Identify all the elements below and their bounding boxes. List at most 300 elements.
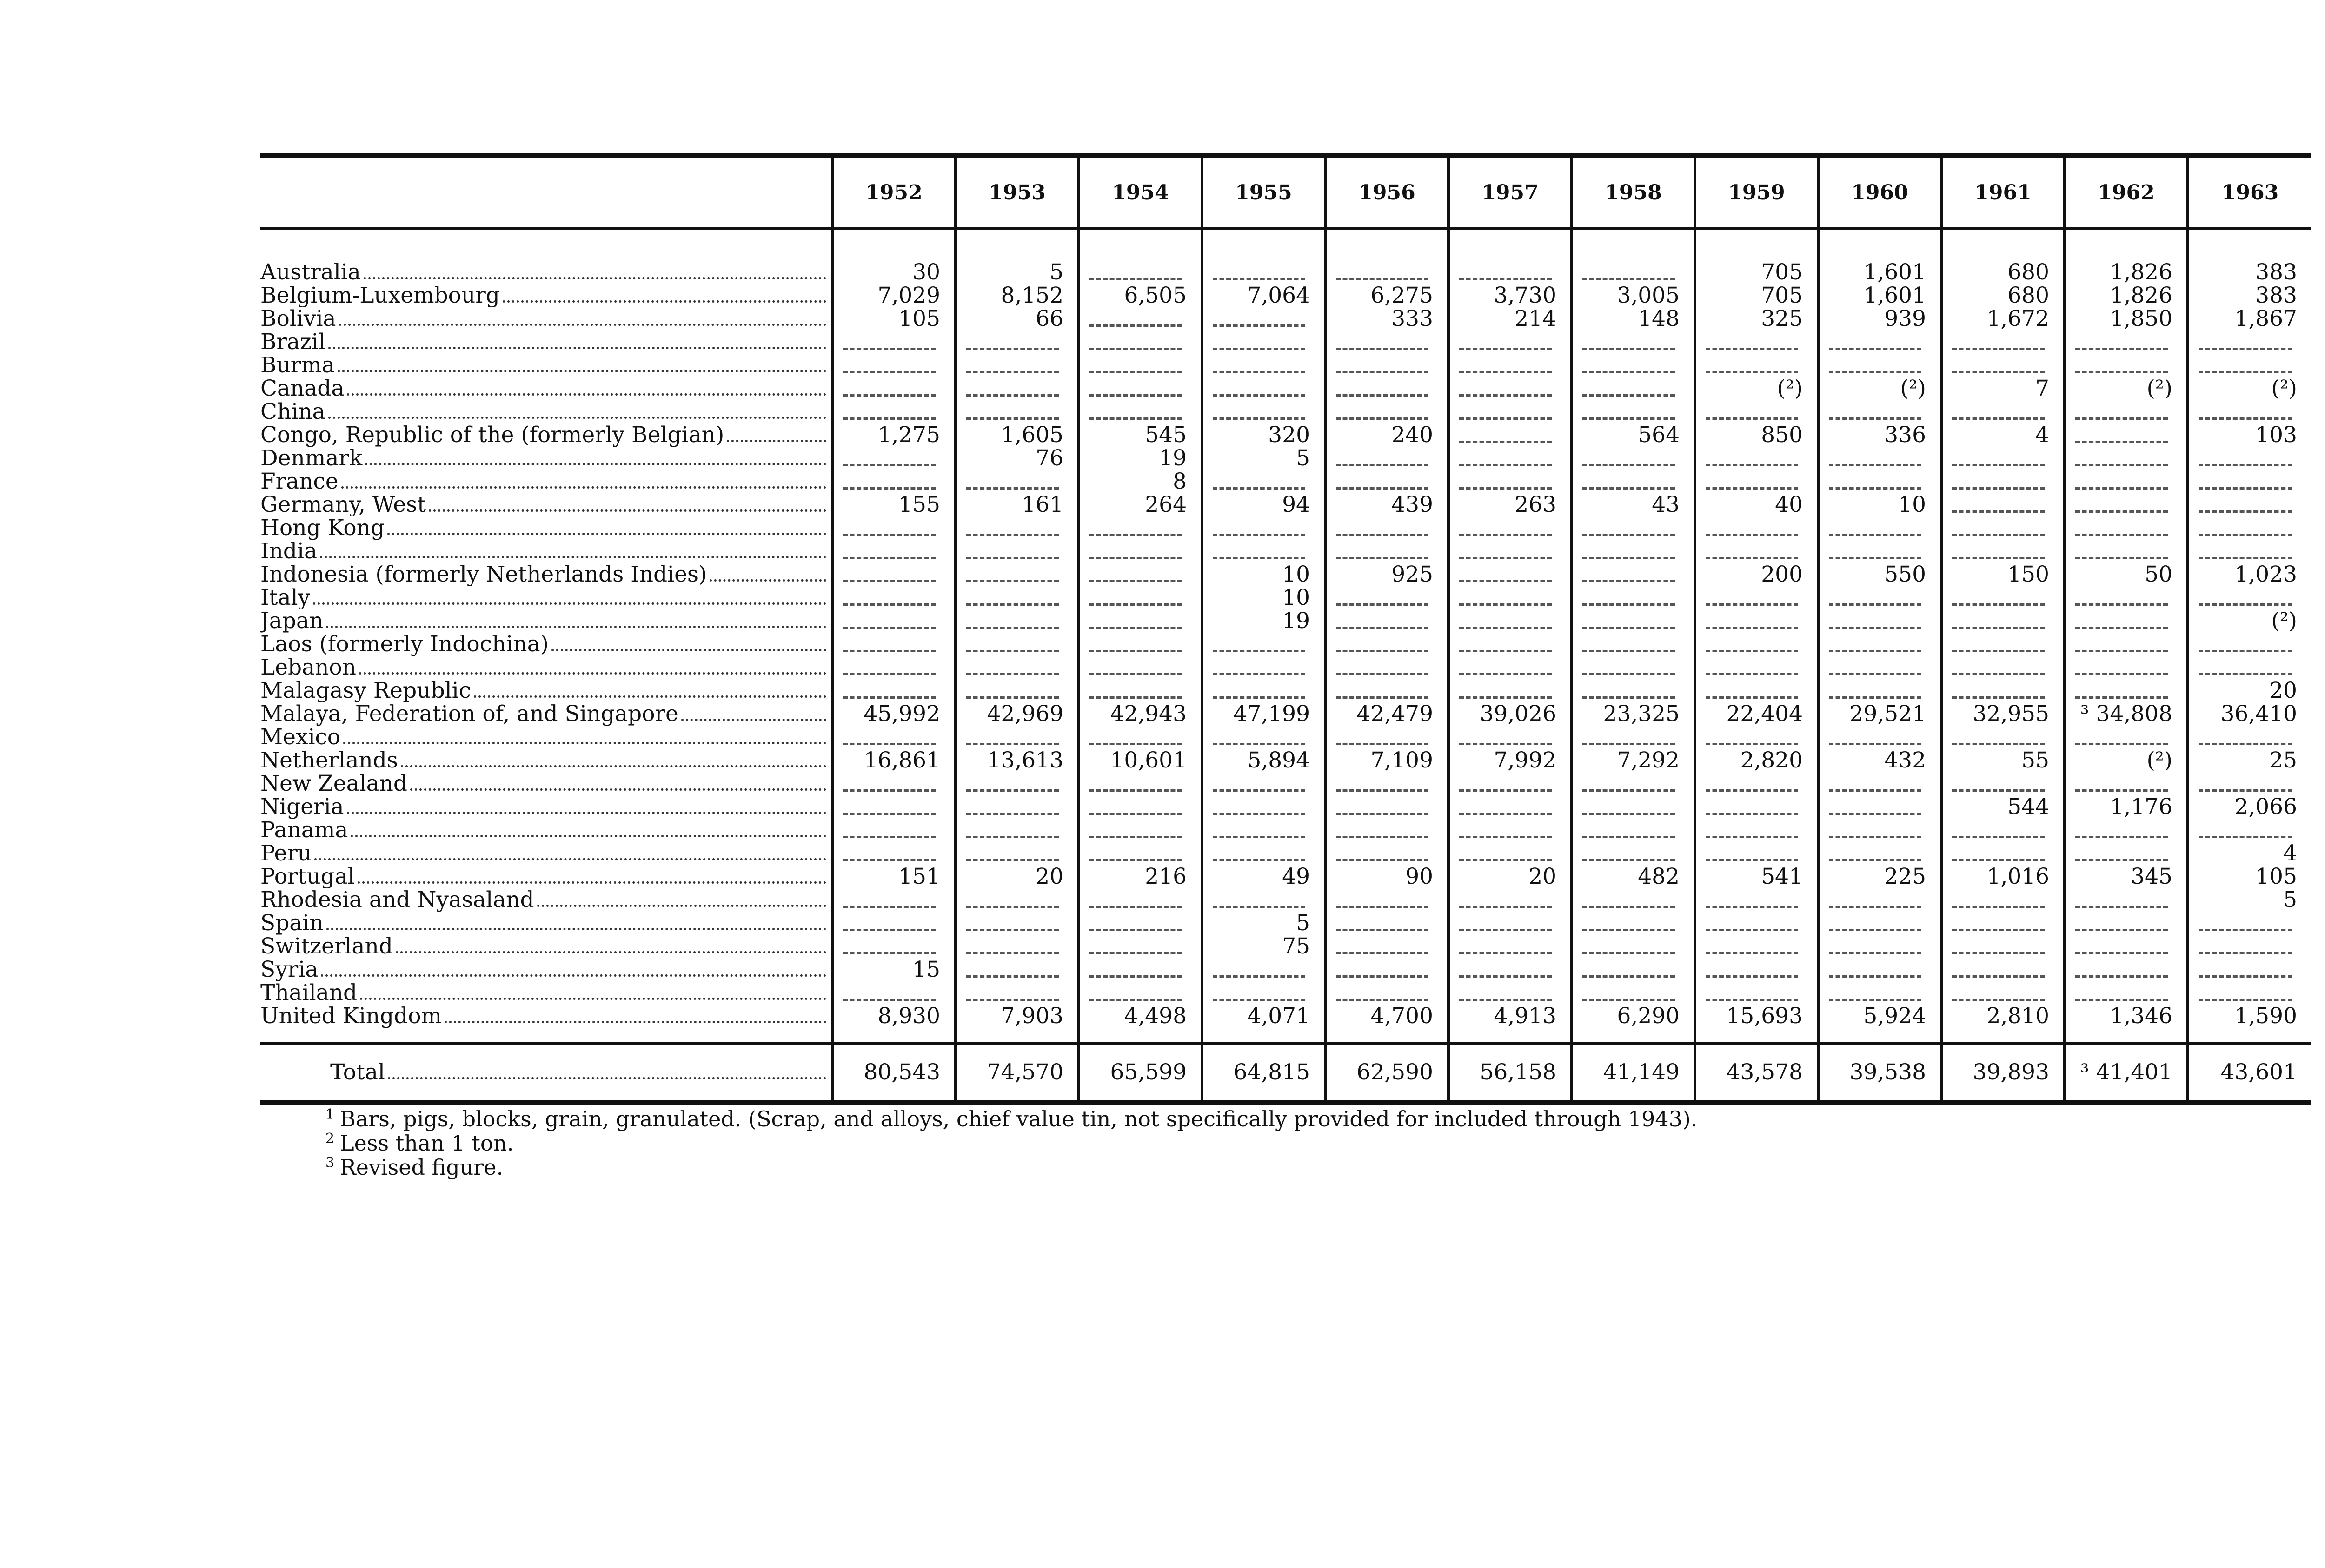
- spacer-cell: [1941, 1028, 2065, 1043]
- footnote-2: $^2$ Less than 1 ton.: [326, 1130, 514, 1156]
- table-cell: [1448, 958, 1572, 981]
- empty-dash: [1089, 566, 1182, 582]
- empty-dash: [966, 659, 1059, 675]
- empty-dash: [966, 566, 1059, 582]
- empty-dash: [1952, 775, 2045, 792]
- empty-dash: [966, 404, 1059, 420]
- empty-dash: [1213, 543, 1305, 559]
- table-cell: 25: [2188, 749, 2311, 772]
- table-cell: 439: [1325, 493, 1448, 516]
- empty-dash: [1089, 380, 1182, 397]
- table-cell: [1325, 447, 1448, 470]
- table-cell: 5,924: [1818, 1005, 1941, 1028]
- country-cell: [260, 354, 832, 377]
- table-cell: [1079, 609, 1202, 633]
- country-label: Netherlands: [260, 749, 398, 772]
- table-cell: [1572, 656, 1695, 679]
- empty-dash: [966, 845, 1059, 861]
- table-cell: 5: [1202, 447, 1325, 470]
- table-cell: [2065, 493, 2188, 516]
- empty-dash: [1952, 473, 2045, 490]
- table-cell: 10,601: [1079, 749, 1202, 772]
- table-cell: [1818, 981, 1941, 1005]
- table-cell: 680: [1941, 284, 2065, 307]
- empty-dash: [1089, 822, 1182, 838]
- table-cell: [1941, 331, 2065, 354]
- country-cell: [260, 981, 832, 1005]
- empty-dash: [1706, 450, 1798, 466]
- empty-dash: [2075, 845, 2168, 861]
- dot-leader: [347, 393, 826, 396]
- table-cell: 42,943: [1079, 702, 1202, 726]
- table-cell: [2065, 935, 2188, 958]
- empty-dash: [1213, 985, 1305, 1001]
- empty-dash: [1089, 404, 1182, 420]
- empty-dash: [1952, 845, 2045, 861]
- table-cell: 105: [2188, 865, 2311, 888]
- table-cell: [1448, 842, 1572, 865]
- table-cell: 550: [1818, 563, 1941, 586]
- empty-dash: [1459, 450, 1552, 466]
- table-cell: [1818, 586, 1941, 609]
- spacer-cell: [956, 1028, 1079, 1043]
- empty-dash: [1952, 404, 2045, 420]
- dot-leader: [727, 440, 826, 442]
- table-cell: 1,016: [1941, 865, 2065, 888]
- dot-leader: [503, 300, 826, 303]
- empty-dash: [2075, 520, 2168, 536]
- country-label: New Zealand: [260, 772, 408, 795]
- empty-dash: [2199, 729, 2292, 745]
- table-cell: [2065, 679, 2188, 702]
- table-cell: [1202, 540, 1325, 563]
- table-cell: 40: [1695, 493, 1818, 516]
- table-cell: 4: [2188, 842, 2311, 865]
- table-cell: [1818, 447, 1941, 470]
- country-label: France: [260, 470, 339, 493]
- empty-dash: [1706, 729, 1798, 745]
- empty-dash: [1706, 613, 1798, 629]
- table-cell: 23,325: [1572, 702, 1695, 726]
- empty-dash: [1706, 822, 1798, 838]
- tin-imports-table: [260, 153, 2311, 1105]
- table-cell: (²): [2188, 377, 2311, 400]
- table-cell: (²): [2065, 749, 2188, 772]
- table-cell: [956, 563, 1079, 586]
- table-cell: 45,992: [832, 702, 956, 726]
- empty-dash: [1582, 729, 1675, 745]
- year-header: 1956: [1325, 156, 1448, 229]
- empty-dash: [966, 520, 1059, 536]
- empty-dash: [1459, 729, 1552, 745]
- empty-dash: [1706, 961, 1798, 978]
- empty-dash: [1089, 938, 1182, 954]
- table-cell: [1572, 609, 1695, 633]
- table-cell: [1202, 656, 1325, 679]
- empty-dash: [1336, 961, 1428, 978]
- country-label: Syria: [260, 958, 319, 981]
- country-label: Malagasy Republic: [260, 679, 471, 702]
- table-cell: [1079, 981, 1202, 1005]
- total-label-cell: [260, 1043, 832, 1103]
- table-row: [260, 842, 2311, 865]
- empty-dash: [843, 543, 936, 559]
- table-cell: [1572, 516, 1695, 540]
- empty-dash: [2075, 659, 2168, 675]
- country-cell: [260, 470, 832, 493]
- empty-dash: [1582, 613, 1675, 629]
- table-cell: 541: [1695, 865, 1818, 888]
- empty-dash: [1336, 915, 1428, 931]
- table-cell: [2188, 470, 2311, 493]
- table-cell: [1818, 470, 1941, 493]
- country-label: Spain: [260, 912, 324, 935]
- country-cell: [260, 447, 832, 470]
- country-cell: [260, 331, 832, 354]
- empty-dash: [1336, 799, 1428, 815]
- empty-dash: [1089, 334, 1182, 350]
- table-cell: [1572, 888, 1695, 912]
- table-cell: 7,064: [1202, 284, 1325, 307]
- empty-dash: [966, 543, 1059, 559]
- empty-dash: [1459, 520, 1552, 536]
- table-cell: [832, 842, 956, 865]
- empty-dash: [2075, 450, 2168, 466]
- table-cell: [832, 470, 956, 493]
- year-header: 1962: [2065, 156, 2188, 229]
- empty-dash: [1952, 892, 2045, 908]
- empty-dash: [1459, 822, 1552, 838]
- spacer-row: [260, 1028, 2311, 1043]
- table-cell: [2065, 400, 2188, 423]
- table-cell: 8: [1079, 470, 1202, 493]
- table-cell: [1079, 679, 1202, 702]
- table-cell: [1818, 331, 1941, 354]
- table-cell: 1,601: [1818, 284, 1941, 307]
- table-cell: [2188, 935, 2311, 958]
- table-cell: [1325, 470, 1448, 493]
- table-cell: 43,601: [2188, 1043, 2311, 1103]
- empty-dash: [966, 938, 1059, 954]
- table-cell: 3,005: [1572, 284, 1695, 307]
- country-label: Peru: [260, 842, 312, 865]
- table-cell: [2065, 842, 2188, 865]
- table-cell: 2,066: [2188, 795, 2311, 819]
- empty-dash: [1089, 799, 1182, 815]
- table-cell: [2065, 633, 2188, 656]
- empty-dash: [1582, 892, 1675, 908]
- table-cell: [1202, 516, 1325, 540]
- empty-dash: [1336, 543, 1428, 559]
- table-cell: [2065, 447, 2188, 470]
- empty-dash: [1952, 613, 2045, 629]
- country-label: Thailand: [260, 981, 358, 1005]
- table-cell: [2188, 516, 2311, 540]
- country-label: China: [260, 400, 326, 423]
- empty-dash: [1829, 543, 1921, 559]
- empty-dash: [1089, 729, 1182, 745]
- empty-dash: [2199, 496, 2292, 513]
- table-cell: [1448, 633, 1572, 656]
- empty-dash: [1952, 961, 2045, 978]
- empty-dash: [1459, 473, 1552, 490]
- empty-dash: [966, 892, 1059, 908]
- table-row: [260, 819, 2311, 842]
- empty-dash: [1213, 404, 1305, 420]
- empty-dash: [1952, 729, 2045, 745]
- table-cell: [1448, 400, 1572, 423]
- table-row: [260, 470, 2311, 493]
- table-cell: 3,730: [1448, 284, 1572, 307]
- spacer-cell: [1695, 1028, 1818, 1043]
- table-cell: [956, 935, 1079, 958]
- empty-dash: [1459, 357, 1552, 373]
- table-cell: [956, 795, 1079, 819]
- empty-dash: [2075, 938, 2168, 954]
- empty-dash: [843, 682, 936, 699]
- table-cell: [1325, 540, 1448, 563]
- empty-dash: [2075, 822, 2168, 838]
- table-cell: (²): [2188, 609, 2311, 633]
- table-cell: [1818, 726, 1941, 749]
- empty-dash: [966, 729, 1059, 745]
- footnote-3: $^3$ Revised figure.: [326, 1154, 504, 1180]
- empty-dash: [1213, 659, 1305, 675]
- empty-dash: [1213, 892, 1305, 908]
- empty-dash: [843, 357, 936, 373]
- spacer-cell: [1818, 1028, 1941, 1043]
- table-cell: [1572, 912, 1695, 935]
- table-cell: [956, 516, 1079, 540]
- table-cell: [1079, 888, 1202, 912]
- country-label: Japan: [260, 609, 324, 633]
- country-label: Germany, West: [260, 493, 426, 516]
- empty-dash: [2075, 334, 2168, 350]
- table-cell: [1941, 958, 2065, 981]
- empty-dash: [2199, 357, 2292, 373]
- table-cell: [2065, 423, 2188, 447]
- table-cell: 39,538: [1818, 1043, 1941, 1103]
- table-cell: [1818, 772, 1941, 795]
- table-cell: [1818, 912, 1941, 935]
- dot-leader: [341, 486, 826, 489]
- empty-dash: [1582, 682, 1675, 699]
- country-cell: [260, 377, 832, 400]
- table-cell: [1941, 912, 2065, 935]
- table-cell: [1325, 772, 1448, 795]
- table-cell: [1572, 229, 1695, 284]
- table-cell: [1572, 377, 1695, 400]
- table-cell: [2188, 656, 2311, 679]
- table-cell: 216: [1079, 865, 1202, 888]
- table-cell: [1325, 842, 1448, 865]
- country-label: Rhodesia and Nyasaland: [260, 888, 534, 912]
- dot-leader: [328, 417, 826, 419]
- empty-dash: [843, 659, 936, 675]
- empty-dash: [1089, 682, 1182, 699]
- table-cell: [832, 609, 956, 633]
- empty-dash: [1213, 636, 1305, 652]
- table-cell: [1941, 888, 2065, 912]
- table-cell: 10: [1202, 563, 1325, 586]
- empty-dash: [1952, 985, 2045, 1001]
- table-cell: [1695, 679, 1818, 702]
- table-cell: [1572, 540, 1695, 563]
- table-row: [260, 516, 2311, 540]
- table-cell: [1448, 470, 1572, 493]
- table-row: [260, 981, 2311, 1005]
- empty-dash: [1952, 450, 2045, 466]
- dot-leader: [314, 858, 826, 860]
- empty-dash: [843, 636, 936, 652]
- empty-dash: [1952, 659, 2045, 675]
- table-cell: 20: [1448, 865, 1572, 888]
- empty-dash: [2075, 775, 2168, 792]
- table-cell: ³ 34,808: [2065, 702, 2188, 726]
- table-cell: [956, 772, 1079, 795]
- country-label: Portugal: [260, 865, 355, 888]
- table-cell: 325: [1695, 307, 1818, 331]
- table-cell: 2,820: [1695, 749, 1818, 772]
- table-cell: [1448, 540, 1572, 563]
- empty-dash: [1582, 380, 1675, 397]
- empty-dash: [1829, 520, 1921, 536]
- empty-dash: [2075, 682, 2168, 699]
- table-cell: [1695, 981, 1818, 1005]
- empty-dash: [1089, 311, 1182, 327]
- table-cell: [1572, 842, 1695, 865]
- empty-dash: [1336, 357, 1428, 373]
- empty-dash: [1336, 636, 1428, 652]
- table-cell: [1941, 493, 2065, 516]
- table-row: [260, 493, 2311, 516]
- table-cell: [2188, 981, 2311, 1005]
- table-cell: [1202, 819, 1325, 842]
- empty-dash: [1829, 961, 1921, 978]
- table-cell: [1079, 633, 1202, 656]
- empty-dash: [1829, 589, 1921, 606]
- spacer-cell: [1572, 1028, 1695, 1043]
- dot-leader: [313, 602, 826, 605]
- table-cell: [1572, 726, 1695, 749]
- empty-dash: [966, 380, 1059, 397]
- table-cell: 94: [1202, 493, 1325, 516]
- dot-leader: [326, 928, 826, 930]
- empty-dash: [1706, 520, 1798, 536]
- table-cell: 66: [956, 307, 1079, 331]
- table-cell: [1941, 656, 2065, 679]
- table-cell: [1818, 354, 1941, 377]
- spacer-cell: [1202, 1028, 1325, 1043]
- table-row: [260, 377, 2311, 400]
- dot-leader: [326, 626, 826, 628]
- empty-dash: [1706, 589, 1798, 606]
- table-cell: 1,023: [2188, 563, 2311, 586]
- country-label: Denmark: [260, 447, 363, 470]
- year-header: 1957: [1448, 156, 1572, 229]
- table-cell: [1079, 229, 1202, 284]
- table-cell: [1941, 772, 2065, 795]
- table-cell: [1941, 935, 2065, 958]
- table-row: [260, 912, 2311, 935]
- empty-dash: [1829, 892, 1921, 908]
- country-label: Switzerland: [260, 935, 393, 958]
- empty-dash: [1829, 404, 1921, 420]
- total-row: [260, 1043, 2311, 1103]
- table-cell: 39,026: [1448, 702, 1572, 726]
- table-cell: [1818, 958, 1941, 981]
- table-cell: [1079, 726, 1202, 749]
- table-cell: [1448, 912, 1572, 935]
- year-header: 1953: [956, 156, 1079, 229]
- empty-dash: [1213, 311, 1305, 327]
- empty-dash: [1459, 682, 1552, 699]
- empty-dash: [1336, 404, 1428, 420]
- table-cell: [1079, 935, 1202, 958]
- empty-dash: [1336, 613, 1428, 629]
- empty-dash: [1582, 938, 1675, 954]
- table-cell: [1941, 726, 2065, 749]
- table-cell: [1572, 795, 1695, 819]
- table-cell: [956, 470, 1079, 493]
- table-cell: [1325, 516, 1448, 540]
- empty-dash: [1829, 915, 1921, 931]
- table-cell: [1448, 563, 1572, 586]
- dot-leader: [360, 998, 826, 1000]
- dot-leader: [710, 579, 826, 582]
- table-cell: [1325, 679, 1448, 702]
- empty-dash: [1459, 566, 1552, 582]
- table-cell: [2065, 540, 2188, 563]
- empty-dash: [1706, 682, 1798, 699]
- dot-leader: [474, 695, 826, 698]
- empty-dash: [1706, 985, 1798, 1001]
- table-cell: 30: [832, 229, 956, 284]
- table-cell: 8,152: [956, 284, 1079, 307]
- table-cell: 15: [832, 958, 956, 981]
- country-cell: [260, 958, 832, 981]
- table-cell: [1448, 447, 1572, 470]
- empty-dash: [843, 520, 936, 536]
- empty-dash: [1582, 589, 1675, 606]
- empty-dash: [2075, 729, 2168, 745]
- table-cell: 80,543: [832, 1043, 956, 1103]
- dot-leader: [551, 649, 826, 651]
- country-cell: [260, 819, 832, 842]
- country-label: Mexico: [260, 726, 341, 749]
- empty-dash: [1213, 264, 1305, 280]
- empty-dash: [1952, 636, 2045, 652]
- table-cell: [1941, 609, 2065, 633]
- table-cell: [2188, 726, 2311, 749]
- table-row: [260, 749, 2311, 772]
- table-cell: 705: [1695, 229, 1818, 284]
- table-cell: [1079, 354, 1202, 377]
- table-cell: [1079, 772, 1202, 795]
- table-cell: 43,578: [1695, 1043, 1818, 1103]
- table-cell: [1325, 354, 1448, 377]
- table-cell: 161: [956, 493, 1079, 516]
- country-cell: [260, 1005, 832, 1028]
- table-cell: [832, 935, 956, 958]
- empty-dash: [966, 822, 1059, 838]
- table-cell: [956, 540, 1079, 563]
- table-cell: [1818, 888, 1941, 912]
- table-cell: 345: [2065, 865, 2188, 888]
- table-row: [260, 865, 2311, 888]
- country-cell: [260, 772, 832, 795]
- empty-dash: [1706, 845, 1798, 861]
